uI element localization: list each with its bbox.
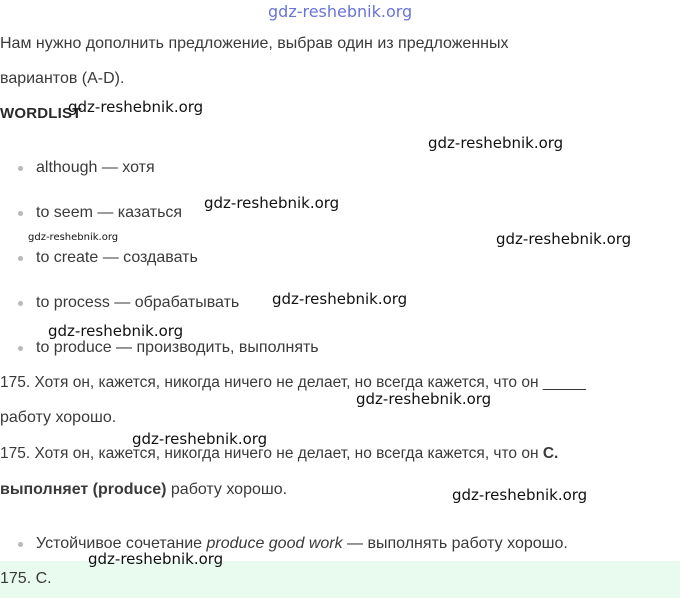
- watermark: gdz-reshebnik.org: [204, 194, 340, 212]
- note-phrase: produce good work: [206, 535, 343, 552]
- solution-line-2: [0, 481, 287, 499]
- watermark: gdz-reshebnik.org: [496, 230, 632, 248]
- answer-text: 175. C.: [0, 570, 52, 587]
- watermark: gdz-reshebnik.org: [68, 98, 204, 116]
- watermark: gdz-reshebnik.org: [132, 430, 268, 448]
- list-item-text: to create — создавать: [36, 249, 198, 266]
- list-item-text: to seem — казаться: [36, 204, 183, 221]
- list-item-text: to process — обрабатывать: [36, 294, 240, 311]
- note-suffix: — выполнять работу хорошо.: [342, 535, 568, 552]
- intro-line-1: Нам нужно дополнить предложение, выбрав один из предложенных: [0, 35, 509, 52]
- intro-line-2: вариантов (A-D).: [0, 70, 125, 87]
- bullet-icon: [18, 301, 23, 306]
- watermark: gdz-reshebnik.org: [88, 550, 224, 568]
- bullet-icon: [18, 346, 23, 351]
- solution-text: 175. Хотя он, кажется, никогда ничего не делает, но всегда кажется, что он: [0, 445, 539, 462]
- watermark: gdz-reshebnik.org: [356, 390, 492, 408]
- bullet-icon: [18, 166, 23, 171]
- list-item-text: to produce — производить, выполнять: [36, 339, 319, 356]
- task-line-2: работу хорошо.: [0, 409, 117, 426]
- bullet-icon: [18, 256, 23, 261]
- watermark: gdz-reshebnik.org: [48, 322, 184, 340]
- solution-letter: C.: [542, 445, 559, 462]
- list-item-text: although — хотя: [36, 159, 155, 176]
- watermark: gdz-reshebnik.org: [452, 486, 588, 504]
- solution-line-1: [0, 445, 558, 463]
- note-prefix: Устойчивое сочетание: [36, 535, 207, 552]
- solution-rest: работу хорошо.: [166, 481, 288, 498]
- bullet-icon: [18, 542, 23, 547]
- wordlist-heading: WORDLIST: [0, 105, 82, 122]
- bullet-icon: [18, 211, 23, 216]
- watermark-top: gdz-reshebnik.org: [268, 2, 413, 21]
- task-line-1: 175. Хотя он, кажется, никогда ничего не делает, но всегда кажется, что он _____: [0, 374, 586, 391]
- watermark: gdz-reshebnik.org: [428, 134, 564, 152]
- watermark: gdz-reshebnik.org: [28, 232, 119, 243]
- watermark: gdz-reshebnik.org: [272, 290, 408, 308]
- solution-verb: выполняет (produce): [0, 481, 167, 498]
